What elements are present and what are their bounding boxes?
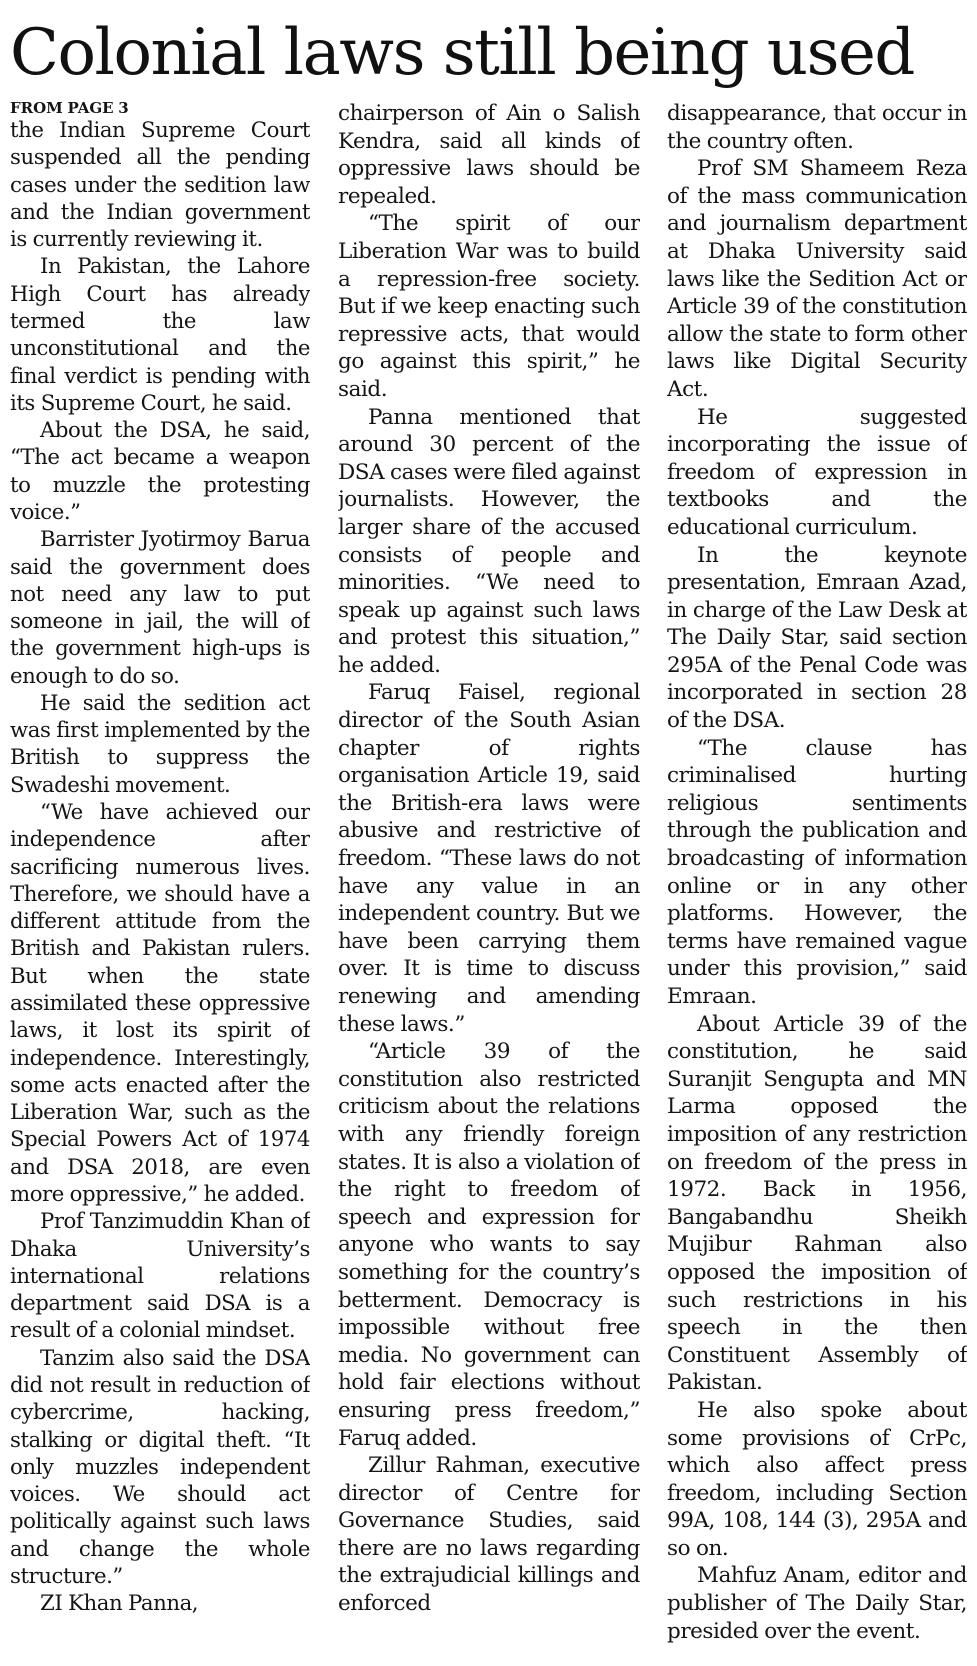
paragraph: He said the sedition act was first implemented by the British to suppress the Swadeshi movement. bbox=[10, 690, 310, 798]
paragraph: Faruq Faisel, regional director of the South Asian chapter of rights organisation Article 19, said the British-era laws were abusive and restrictive of freedom. “These laws do not have any value in an independent country. But we have been carrying them over. It is time to discuss renewing and amending these laws.” bbox=[338, 680, 640, 1037]
continued-from-label: FROM PAGE 3 bbox=[10, 100, 129, 117]
paragraph: the Indian Supreme Court suspended all the pending cases under the sedition law and the Indian government is currently reviewing it. bbox=[10, 118, 310, 253]
paragraph: Prof Tanzimuddin Khan of Dhaka University’s international relations department said DSA is a result of a colonial mindset. bbox=[10, 1209, 310, 1344]
paragraph: Barrister Jyotirmoy Barua said the government does not need any law to put someone in jail, the will of the government high-ups is enough to do so. bbox=[10, 527, 310, 689]
article-column-2 bbox=[338, 100, 640, 1660]
paragraph: He suggested incorporating the issue of freedom of expression in textbooks and the educational curriculum. bbox=[667, 404, 967, 540]
paragraph: In the keynote presentation, Emraan Azad, in charge of the Law Desk at The Daily Star, said section 295A of the Penal Code was incorporated in section 28 of the DSA. bbox=[667, 542, 967, 734]
paragraph: Zillur Rahman, executive director of Centre for Governance Studies, said there are no laws regarding the extrajudicial killings and enforced bbox=[338, 1453, 640, 1617]
paragraph: “The clause has criminalised hurting religious sentiments through the publication and broadcasting of information online or in any other platforms. However, the terms have remained vague under this provision,” said Emraan. bbox=[667, 735, 967, 1009]
paragraph: Prof SM Shameem Reza of the mass communication and journalism department at Dhaka University said laws like the Sedition Act or Article 39 of the constitution allow the state to form other laws like Digital Security Act. bbox=[667, 156, 967, 402]
paragraph: Panna mentioned that around 30 percent of the DSA cases were filed against journalists. However, the larger share of the accused consists of people and minorities. “We need to speak up against such laws and protest this situation,” he added. bbox=[338, 404, 640, 678]
paragraph: Tanzim also said the DSA did not result in reduction of cybercrime, hacking, stalking or digital theft. “It only muzzles independent voices. We should act politically against such laws and change the whole structure.” bbox=[10, 1345, 310, 1589]
paragraph: In Pakistan, the Lahore High Court has already termed the law unconstitutional and the final verdict is pending with its Supreme Court, he said. bbox=[10, 254, 310, 416]
paragraph: “Article 39 of the constitution also restricted criticism about the relations with any friendly foreign states. It is also a violation of the right to freedom of speech and expression for anyone who wants to say something for the country’s betterment. Democracy is impossible without free media. No government can hold fair elections without ensuring press freedom,” Faruq added. bbox=[338, 1039, 640, 1451]
paragraph: He also spoke about some provisions of CrPc, which also affect press freedom, including Section 99A, 108, 144 (3), 295A and so on. bbox=[667, 1397, 967, 1561]
article-column-1 bbox=[10, 100, 310, 1660]
headline: Colonial laws still being used bbox=[10, 16, 914, 90]
paragraph: About Article 39 of the constitution, he said Suranjit Sengupta and MN Larma opposed the imposition of any restriction on freedom of the press in 1972. Back in 1956, Bangabandhu Sheikh Mujibur Rahman also opposed the imposition of such restrictions in his speech in the then Constituent Assembly of Pakistan. bbox=[667, 1011, 967, 1396]
paragraph: “We have achieved our independence after sacrificing numerous lives. Therefore, we should have a different attitude from the British and Pakistan rulers. But when the state assimilated these oppressive laws, it lost its spirit of independence. Interestingly, some acts enacted after the Liberation War, such as the Special Powers Act of 1974 and DSA 2018, are even more oppressive,” he added. bbox=[10, 800, 310, 1207]
paragraph: Mahfuz Anam, editor and publisher of The Daily Star, presided over the event. bbox=[667, 1563, 967, 1644]
paragraph: “The spirit of our Liberation War was to build a repression-free society. But if we keep enacting such repressive acts, that would go against this spirit,” he said. bbox=[338, 211, 640, 402]
article-column-3 bbox=[667, 100, 967, 1660]
paragraph: chairperson of Ain o Salish Kendra, said all kinds of oppressive laws should be repealed. bbox=[338, 101, 640, 209]
paragraph: disappearance, that occur in the country often. bbox=[667, 101, 967, 154]
paragraph: ZI Khan Panna, bbox=[40, 1591, 199, 1617]
paragraph: About the DSA, he said, “The act became a weapon to muzzle the protesting voice.” bbox=[10, 418, 310, 525]
